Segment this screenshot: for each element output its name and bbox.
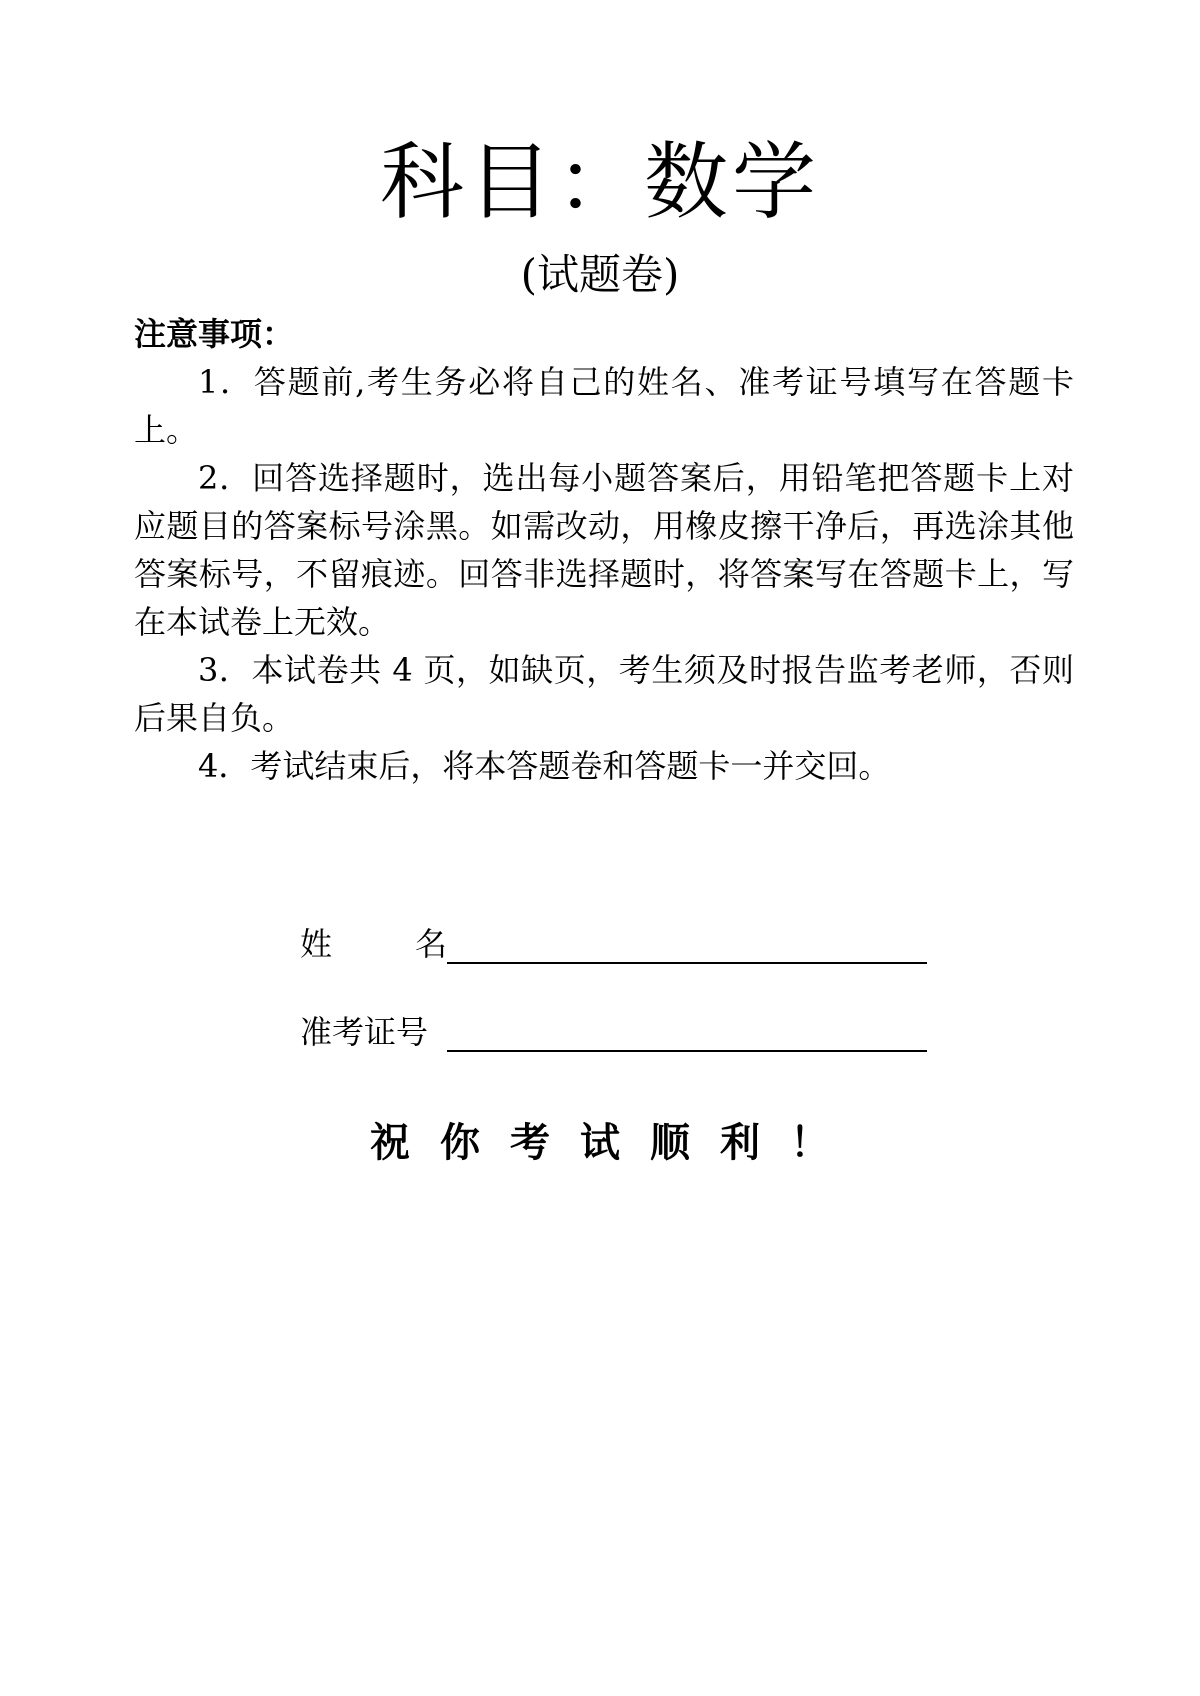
exam-id-label: 准考证号 (300, 1013, 429, 1051)
name-field-label (300, 924, 447, 964)
exam-id-blank-line[interactable] (447, 1016, 927, 1052)
note-item-3: 3．本试卷共 4 页，如缺页，考生须及时报告监考老师，否则后果自负。 (134, 651, 1074, 737)
name-blank-line[interactable] (447, 928, 927, 964)
note-item-4: 4．考试结束后，将本答题卷和答题卡一并交回。 (198, 747, 891, 785)
page-subtitle: (试题卷) (520, 250, 680, 299)
good-luck-message: 祝你考试顺利！ (370, 1120, 860, 1166)
notes-list (134, 358, 1074, 790)
notes-heading: 注意事项： (134, 315, 295, 353)
note-item-2: 2．回答选择题时，选出每小题答案后，用铅笔把答题卡上对应题目的答案标号涂黑。如需改动，用橡皮擦干净后，再选涂其他答案标号，不留痕迹。回答非选择题时，将答案写在答题卡上，写在本试卷上无效。 (134, 459, 1074, 641)
exam-id-field (300, 1012, 927, 1052)
page-title: 科目：数学 (379, 133, 820, 231)
name-label-char-1: 姓 (300, 925, 333, 963)
name-field (300, 924, 927, 964)
note-item-1: 1．答题前,考生务必将自己的姓名、准考证号填写在答题卡上。 (134, 363, 1074, 449)
name-label-char-2: 名 (414, 925, 447, 963)
